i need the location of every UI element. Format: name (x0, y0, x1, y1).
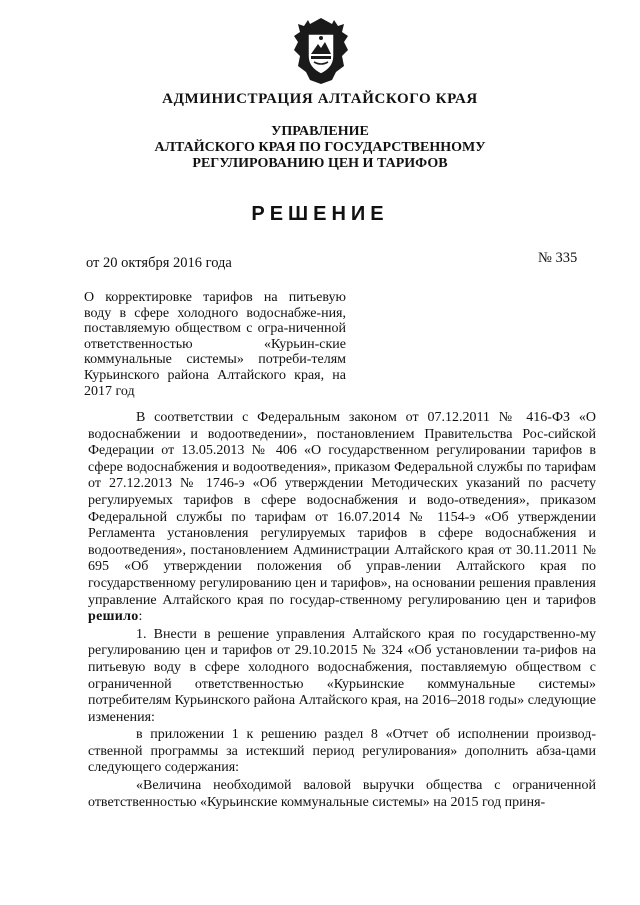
body-paragraph: В соответствии с Федеральным законом от 07.12.2011 № 416-ФЗ «О водоснабжении и водоотведении», постановлением Правительства Рос-сийской Федерации от 13.05.2013 № 406 «О государственном регулировании тарифов в сфере водоснабжения и водоотведения», приказом Федеральной службы по тарифам от 27.12.2013 № 1746-э «Об утверждении Методических указаний по расчету регулируемых тарифов в сфере водоснабжения и водо-отведения», приказом Федеральной службы по тарифам от 16.07.2014 № 1154-э «Об утверждении Регламента установления регулируемых тарифов в сфере водоснабжения и водоотведения», постановлением Администрации Алтайского края от 30.11.2011 № 695 «Об утверждении положения об управ-лении Алтайского края по государственному регулированию цен и тарифов», на основании решения правления управление Алтайского края по государ-ственному регулированию цен и тарифов решило: (88, 410, 596, 625)
decision-heading: РЕШЕНИЕ (251, 203, 389, 225)
department-line: РЕГУЛИРОВАНИЮ ЦЕН И ТАРИФОВ (192, 156, 448, 171)
document-date: от 20 октября 2016 года (86, 255, 232, 271)
body-paragraph: «Величина необходимой валовой выручки общества с ограниченной ответственностью «Курьинские коммунальные системы» на 2015 год приня- (88, 778, 596, 810)
coat-of-arms-icon (290, 16, 352, 86)
department-title (0, 124, 640, 172)
body-paragraph: в приложении 1 к решению раздел 8 «Отчет об исполнении производ-ственной программы за истекший период регулирования» дополнить абза-цами следующего содержания: (88, 727, 596, 776)
document-body (88, 410, 596, 812)
department-line: АЛТАЙСКОГО КРАЯ ПО ГОСУДАРСТВЕННОМУ (154, 140, 486, 155)
department-line: УПРАВЛЕНИЕ (271, 124, 369, 139)
document-number: № 335 (538, 250, 578, 266)
resolution-word: решило (88, 609, 139, 625)
body-paragraph-text: В соответствии с Федеральным законом от 07.12.2011 № 416-ФЗ «О водоснабжении и водоотведении», постановлением Правительства Рос-сийской Федерации от 13.05.2013 № 406 «О государственном регулировании тарифов в сфере водоснабжения и водоотведения», приказом Федеральной службы по тарифам от 27.12.2013 № 1746-э «Об утверждении Методических указаний по расчету регулируемых тарифов в сфере водоснабжения и водо-отведения», приказом Федеральной службы по тарифам от 16.07.2014 № 1154-э «Об утверждении Регламента установления регулируемых тарифов в сфере водоснабжения и водоотведения», постановлением Администрации Алтайского края от 30.11.2011 № 695 «Об утверждении положения об управ-лении Алтайского края по государственному регулированию цен и тарифов», на основании решения правления управление Алтайского края по государ-ственному регулированию цен и тарифов (88, 410, 596, 608)
administration-title: АДМИНИСТРАЦИЯ АЛТАЙСКОГО КРАЯ (162, 91, 478, 107)
body-paragraph: 1. Внести в решение управления Алтайского края по государственно-му регулированию цен и тарифов от 29.10.2015 № 324 «Об установлении та-рифов на питьевую воду в сфере холодного водоснабжения, поставляемую обществом с ограниченной ответственностью «Курьинские коммунальные системы» потребителям Курьинского района Алтайского края, на 2016–2018 годы» следующие изменения: (88, 626, 596, 725)
document-subject: О корректировке тарифов на питьевую воду в сфере холодного водоснабже-ния, поставляемую обществом с огра-ниченной ответственностью «Курьин-ские коммунальные системы» потреби-телям Курьинского района Алтайского края, на 2017 год (84, 290, 346, 399)
